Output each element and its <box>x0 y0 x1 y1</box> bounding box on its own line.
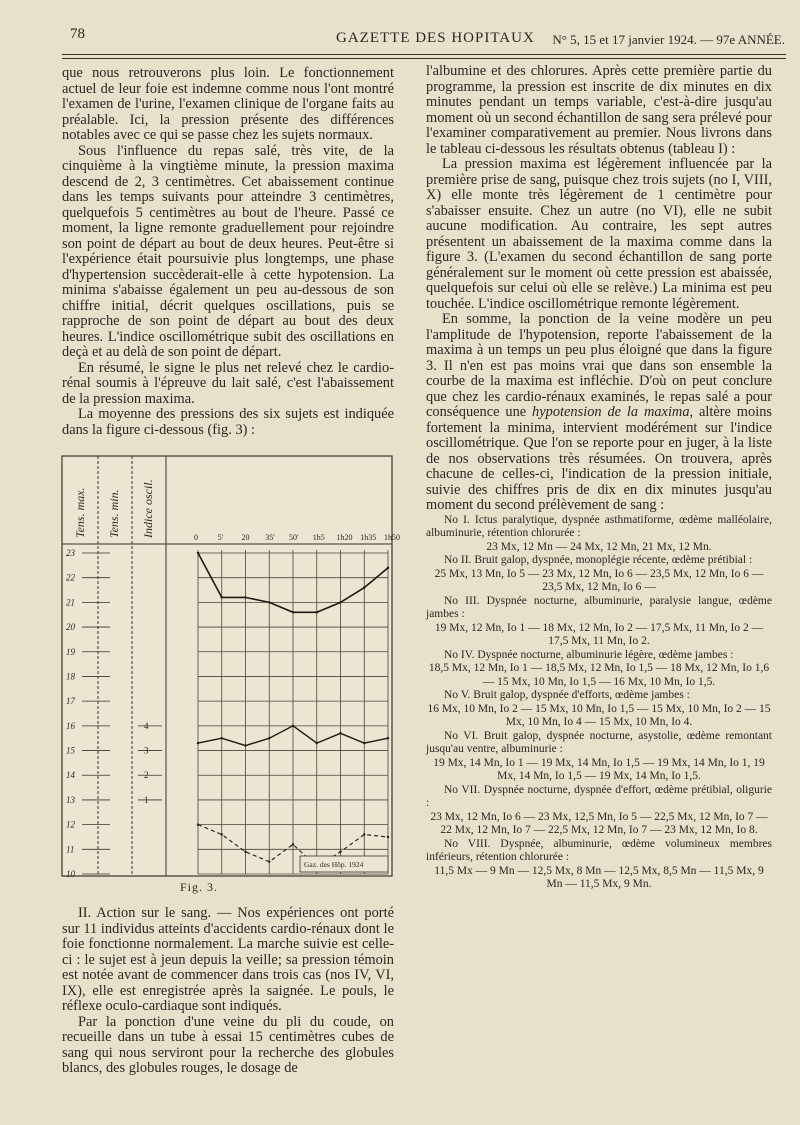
index-label: 4 <box>144 720 149 731</box>
column-header: Tens. max. <box>73 487 87 538</box>
observation-values: 25 Mx, 13 Mn, Io 5 — 23 Mx, 12 Mn, Io 6 — 23,5 Mx, 12 Mn, Io 6 — 23,5 Mx, 12 Mn, Io 6 — <box>434 567 764 593</box>
data-point <box>221 737 223 739</box>
observation-heading: No V. Bruit galop, dyspnée d'efforts, œdème jambes : <box>444 689 690 701</box>
observation-values: 23 Mx, 12 Mn — 24 Mx, 12 Mn, 21 Mx, 12 Mn. <box>486 540 712 553</box>
y-tick-label: 21 <box>66 597 75 608</box>
y-tick-label: 18 <box>66 671 75 682</box>
observation-heading: No IV. Dyspnée nocturne, albuminurie légère, œdème jambes : <box>444 648 734 661</box>
figure-3-chart <box>62 456 400 879</box>
data-point <box>244 744 246 746</box>
data-point <box>387 567 389 569</box>
data-point <box>339 851 341 853</box>
observation-heading: No VII. Dyspnée nocturne, dyspnée d'effort, œdème prétibial, oligurie : <box>426 783 772 809</box>
issue-line: N° 5, 15 et 17 janvier 1924. — 97e ANNÉE. <box>552 32 785 47</box>
y-tick-label: 13 <box>66 794 75 805</box>
paragraph: II. Action sur le sang. — Nos expériences ont porté sur 11 individus atteints d'accidents cardio-rénaux dont le foie fonctionne normalement. La marche suivie est celle-ci : le sujet est à jeun depuis la veille; sa pression témoin est notée avant de commencer dans trois cas (nos IV, VI, IX), elle est enregistrée après la saignée. Le pouls, le réflexe oculo-cardiaque sont indiqués. <box>62 905 394 1014</box>
figure-stamp: Gaz. des Hôp. 1924 <box>304 860 364 869</box>
emphasis: hypotension de la maxima <box>532 404 690 420</box>
left-column <box>62 66 394 438</box>
observation-values: 23 Mx, 12 Mn, Io 6 — 23 Mx, 12,5 Mn, Io 5 — 22,5 Mx, 12 Mn, Io 7 — 22 Mx, 12 Mn, Io 7 — 22,5 Mx, 12 Mn, Io 7 — 23 Mx, 12 Mn, Io 8. <box>430 810 768 836</box>
y-tick-label: 15 <box>66 745 75 756</box>
data-point <box>316 611 318 613</box>
data-point <box>244 596 246 598</box>
x-tick-label: 5' <box>217 533 224 542</box>
data-point <box>244 851 246 853</box>
paragraph-text: fortement la minima, intervient modérément sur l'indice oscillométrique. Que l'on se reporte pour en juger, à la liste de nos observations très résumées. On trouvera, après chacune de celles-ci, l'indication de la pression initiale, suivie des chiffres pris de dix en dix minutes jusqu'au moment du second prélèvement de sang : <box>426 419 772 513</box>
data-point <box>292 725 294 727</box>
paragraph-text: En somme, la ponction de la veine modère un peu l'amplitude de l'hypotension, reporte l'abaissement de la maxima à un temps un peu plus éloigné que dans la figure 3. Il n'en est pas moins vrai que dans son ensemble la courbe de la maxima est infléchie. D'où on peut conclure que chez les cardio-rénaux examinés, le repas salé a pour conséquence une <box>426 311 772 420</box>
y-tick-label: 12 <box>66 819 75 830</box>
observation-values: 19 Mx, 12 Mn, Io 1 — 18 Mx, 12 Mn, Io 2 — 17,5 Mx, 11 Mn, Io 2 — 17,5 Mx, 11 Mn, Io 2. <box>434 621 764 647</box>
column-header: Indice oscil. <box>141 479 155 538</box>
data-point <box>339 732 341 734</box>
data-point <box>197 742 199 744</box>
observation-values: 18,5 Mx, 12 Mn, Io 1 — 18,5 Mx, 12 Mn, Io 1,5 — 18 Mx, 12 Mn, Io 1,6 — 15 Mx, 10 Mn, Io 1,5 — 16 Mx, 10 Mn, Io 1,5. <box>428 662 770 688</box>
index-label: 1 <box>144 794 149 805</box>
page-number: 78 <box>70 26 85 42</box>
left-column-continued <box>62 906 394 1077</box>
data-point <box>339 601 341 603</box>
paragraph: Par la ponction d'une veine du pli du coude, on recueille dans un tube à essai 15 centimètres cubes de sang qui nous serviront pour la recherche des globules blancs, des globules rouges, le dosage de <box>62 1013 394 1076</box>
y-tick-label: 22 <box>66 572 75 583</box>
data-point <box>387 737 389 739</box>
index-label: 3 <box>144 745 149 756</box>
x-tick-label: 1h20 <box>336 533 353 542</box>
right-column <box>426 64 772 892</box>
y-tick-label: 20 <box>66 622 75 633</box>
x-tick-label: 0 <box>194 533 198 542</box>
y-tick-label: 17 <box>66 696 75 707</box>
observation-heading: No II. Bruit galop, dyspnée, monoplégie récente, œdème prétibial : <box>444 554 753 566</box>
data-point <box>316 742 318 744</box>
data-point <box>268 860 270 862</box>
x-tick-label: 35' <box>265 533 275 542</box>
data-point <box>221 596 223 598</box>
data-point <box>268 737 270 739</box>
y-tick-label: 19 <box>66 646 75 657</box>
y-tick-label: 10 <box>66 869 75 879</box>
observation-values: 11,5 Mx — 9 Mn — 12,5 Mx, 8 Mn — 12,5 Mx, 8,5 Mn — 11,5 Mx, 9 Mn — 11,5 Mx, 9 Mn. <box>434 864 764 890</box>
data-point <box>363 742 365 744</box>
observation-heading: No VIII. Dyspnée, albuminurie, œdème volumineux membres inférieurs, rétention chlorurée : <box>426 837 772 863</box>
x-tick-label: 20 <box>241 533 250 542</box>
page-header <box>60 24 785 52</box>
paragraph: que nous retrouverons plus loin. Le fonctionnement actuel de leur foie est indemne comme nous l'ont montré l'examen de l'urine, l'examen clinique de l'organe faits au préalable. Ici, la pression présente des différences notables avec ce qui se passe chez les sujets normaux. <box>62 65 394 143</box>
y-tick-label: 11 <box>66 844 75 855</box>
header-rule-2 <box>62 58 786 59</box>
observations-list <box>426 514 772 892</box>
data-point <box>292 843 294 845</box>
data-point <box>363 586 365 588</box>
x-tick-label: 1h35 <box>360 533 377 542</box>
journal-title: GAZETTE DES HOPITAUX <box>336 30 535 46</box>
figure-caption: Fig. 3. <box>180 880 219 894</box>
column-header: Tens. min. <box>107 489 121 538</box>
header-rule <box>62 54 786 55</box>
data-point <box>197 823 199 825</box>
observation-heading: No III. Dyspnée nocturne, albuminurie, paralysie langue, œdème jambes : <box>426 594 772 620</box>
paragraph: l'albumine et des chlorures. Après cette première partie du programme, la pression est inscrite de dix minutes en dix minutes pendant un temps variable, c'est-à-dire jusqu'au moment où un second échantillon de sang sera prélevé pour l'examiner comparativement au premier. Nous livrons dans le tableau ci-dessous les résultats obtenus (tableau I) : <box>426 63 772 157</box>
observation-heading: No I. Ictus paralytique, dyspnée asthmatiforme, œdème malléolaire, albuminurie, rétention chlorurée : <box>426 513 772 539</box>
x-tick-label: 50' <box>289 533 299 542</box>
paragraph: En résumé, le signe le plus net relevé chez le cardio-rénal soumis à l'épreuve du lait salé, c'est l'abaissement de la pression maxima. <box>62 359 394 407</box>
y-tick-label: 23 <box>66 548 75 558</box>
x-tick-label: 1h50 <box>384 533 400 542</box>
data-point <box>197 552 199 554</box>
data-point <box>268 601 270 603</box>
x-tick-label: 1h5 <box>312 533 325 542</box>
index-label: 2 <box>144 770 149 781</box>
paragraph: La pression maxima est légèrement influencée par la première prise de sang, puisque chez trois sujets (no I, VIII, X) elle monte très légèrement de 1 centimètre pour s'abaisser ensuite. Chez un autre (no VI), elle ne subit aucune modification. Au contraire, les sept autres présentent un abaissement de la maxima comme dans la figure 3. (L'examen du second échantillon de sang porte généralement sur le moment où cette pression est abaissée, quelquefois sur celui où elle se relève.) La minima est peu touchée. L'indice oscillométrique remonte légèrement. <box>426 156 772 312</box>
emphasis-tail: , altère moins <box>689 404 772 420</box>
data-point <box>221 833 223 835</box>
data-point <box>387 836 389 838</box>
y-tick-label: 16 <box>66 720 75 731</box>
data-point <box>363 833 365 835</box>
paragraph: Sous l'influence du repas salé, très vite, de la cinquième à la vingtième minute, la pression maxima descend de 2, 3 centimètres. Cet abaissement continue dans les temps suivants pour atteindre 3 centimètres, quelquefois 5 centimètres au bout de l'heure. Passé ce moment, la ligne remonte graduellement pour rejoindre son point de départ au bout de deux heures. Peut-être si l'expérience était poursuivie plus longtemps, une phase d'hypertension succèderait-elle à cette hypotension. La minima s'abaisse également un peu au-dessous de son chiffre initial, décrit quelques oscillations, puis se rapproche de son point de départ au bout des deux heures. L'indice oscillométrique subit des oscillations en deçà et au delà de son point de départ. <box>62 142 394 360</box>
observation-values: 19 Mx, 14 Mn, Io 1 — 19 Mx, 14 Mn, Io 1,5 — 19 Mx, 14 Mn, Io 1, 19 Mx, 14 Mn, Io 1,5 — 19 Mx, 14 Mn, Io 1,5. <box>433 756 765 782</box>
y-tick-label: 14 <box>66 770 75 781</box>
observation-heading: No VI. Bruit galop, dyspnée nocturne, asystolie, œdème remontant jusqu'au ventre, albuminurie : <box>426 729 772 755</box>
paragraph <box>426 312 772 514</box>
observation-values: 16 Mx, 10 Mn, Io 2 — 15 Mx, 10 Mn, Io 1,5 — 15 Mx, 10 Mn, Io 2 — 15 Mx, 10 Mn, Io 4 — 15 Mx, 10 Mn, Io 4. <box>427 702 771 728</box>
data-point <box>292 611 294 613</box>
paragraph: La moyenne des pressions des six sujets est indiquée dans la figure ci-dessous (fig. 3) : <box>62 406 394 438</box>
